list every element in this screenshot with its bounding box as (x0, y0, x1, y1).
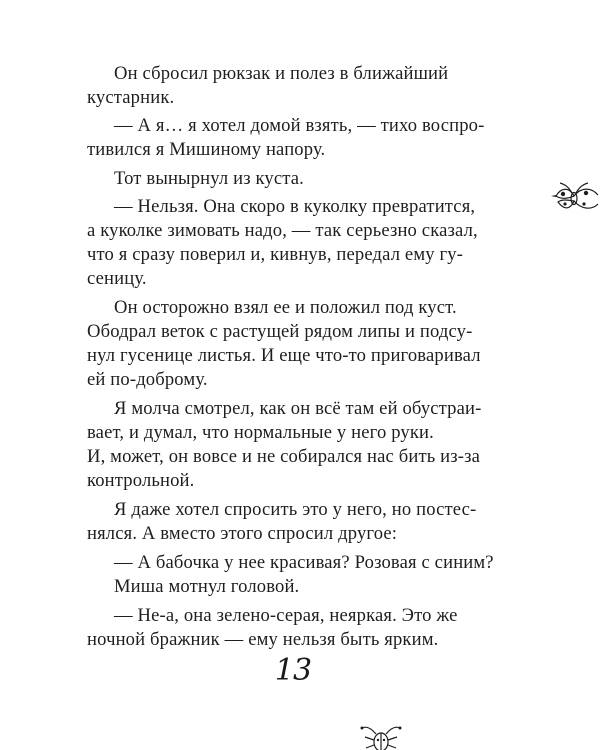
text-line: контрольной. (87, 470, 195, 491)
text-line: что я сразу поверил и, кивнув, передал ему гу- (87, 244, 464, 265)
text-line: ночной бражник — ему нельзя быть ярким. (87, 629, 439, 650)
text-line: — Не-а, она зелено-серая, неяркая. Это же (114, 605, 458, 626)
text-line: Он осторожно взял ее и положил под куст. (114, 297, 457, 318)
text-line: вает, и думал, что нормальные у него руки. (87, 422, 434, 443)
beetle-icon (356, 722, 406, 750)
text-line: — А я… я хотел домой взять, — тихо воспро- (114, 115, 485, 136)
text-line: кустарник. (87, 87, 175, 108)
text-line: нялся. А вместо этого спросил другое: (87, 523, 398, 544)
text-line: Ободрал веток с растущей рядом липы и подсу- (87, 321, 473, 342)
text-line: тивился я Мишиному напору. (87, 139, 326, 160)
text-line: — Нельзя. Она скоро в куколку превратится, (114, 196, 476, 217)
text-line: Он сбросил рюкзак и полез в ближайший (114, 63, 449, 84)
moth-icon (548, 180, 600, 220)
text-line: сеницу. (87, 268, 147, 289)
text-line: ей по-доброму. (87, 369, 208, 390)
text-line: — А бабочка у нее красивая? Розовая с синим? (114, 552, 494, 573)
text-line: Я даже хотел спросить это у него, но постес- (114, 499, 477, 520)
page-number: 13 (274, 653, 312, 688)
text-line: И, может, он вовсе и не собирался нас бить из-за (87, 446, 481, 467)
text-line: нул гусенице листья. И еще что-то приговаривал (87, 345, 481, 366)
text-line: Я молча смотрел, как он всё там ей обустраи- (114, 398, 482, 419)
text-line: а куколке зимовать надо, — так серьезно сказал, (87, 220, 478, 241)
text-line: Миша мотнул головой. (114, 576, 300, 597)
text-line: Тот вынырнул из куста. (114, 168, 304, 189)
